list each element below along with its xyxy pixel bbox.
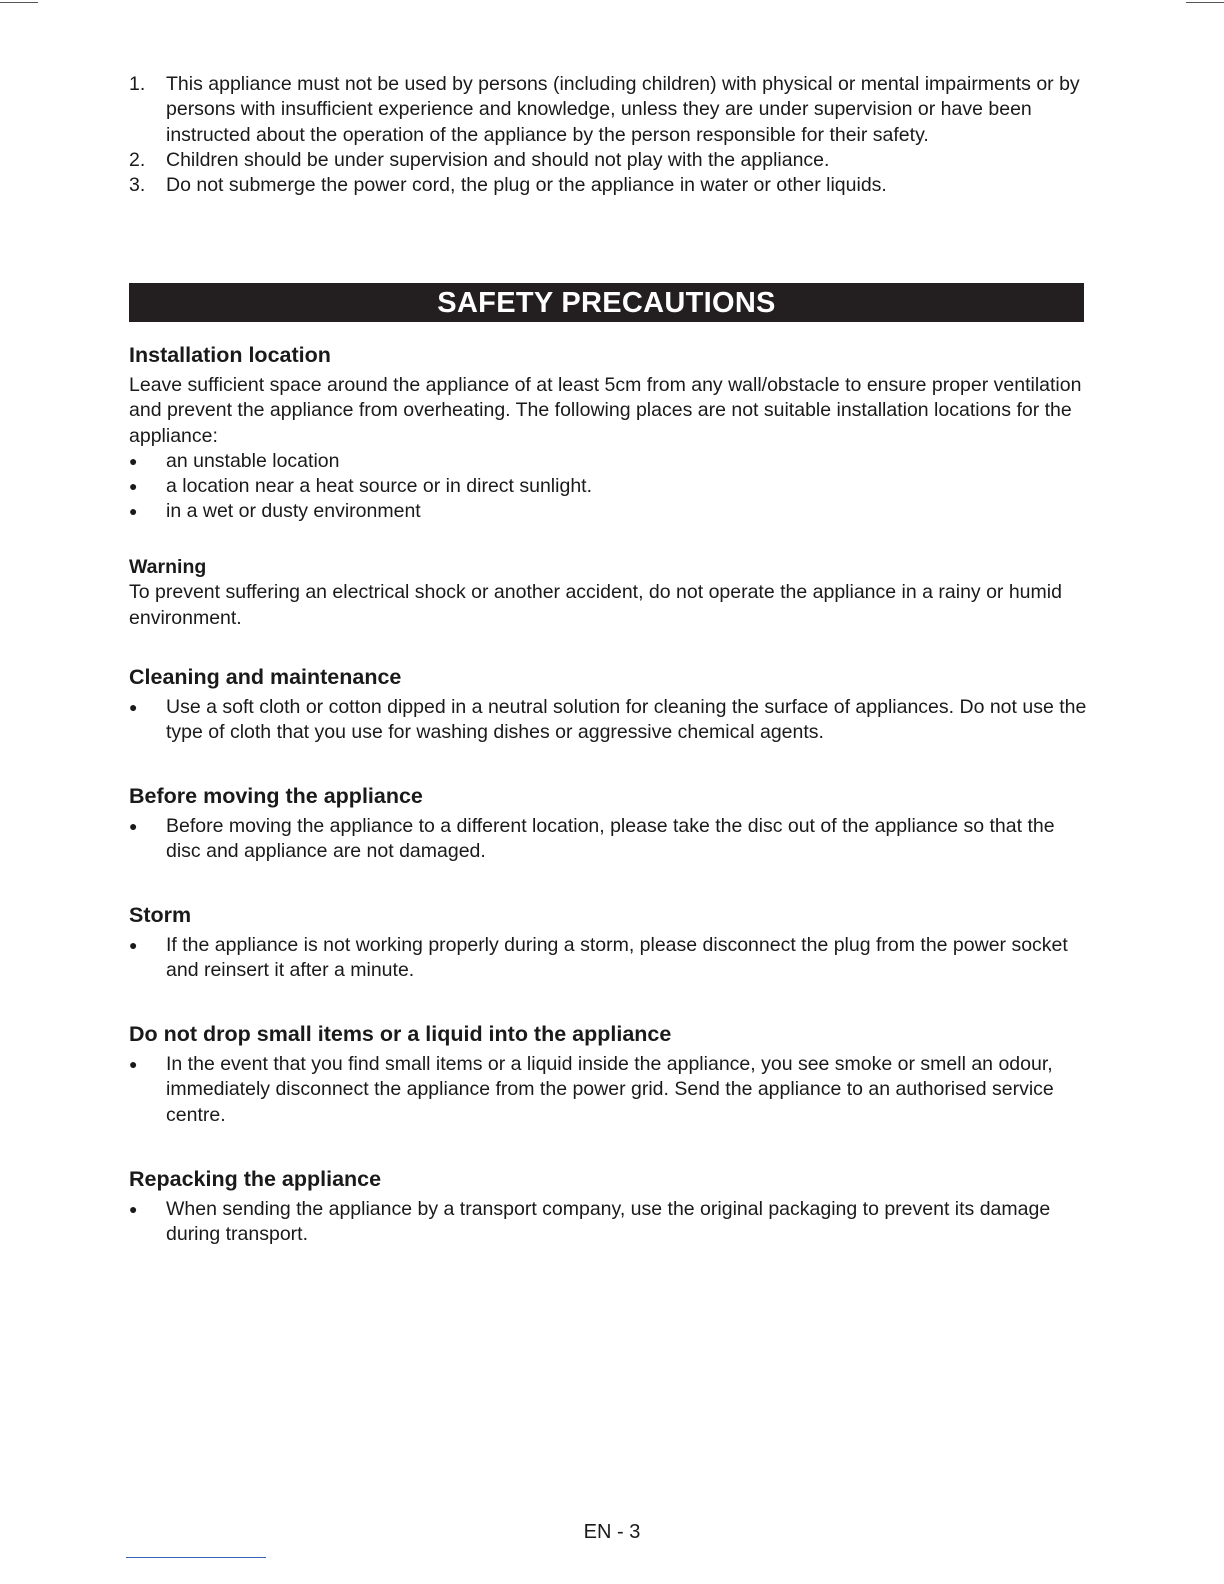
moving-bullet-list xyxy=(129,814,1089,865)
bullet-icon: ● xyxy=(129,503,138,520)
cleaning-section xyxy=(129,664,1089,746)
list-item xyxy=(129,499,1089,524)
footer-rule xyxy=(126,1557,266,1558)
drop-section xyxy=(129,1021,1089,1128)
bullet-icon: ● xyxy=(129,937,138,953)
installation-paragraph: Leave sufficient space around the appliance of at least 5cm from any wall/obstacle to ensure proper ventilation and prevent the appliance from overheating. The following places are not suitable installation locations for the appliance: xyxy=(129,374,1082,447)
list-item xyxy=(129,148,1089,173)
bullet-icon: ● xyxy=(129,1056,138,1072)
storm-section xyxy=(129,902,1089,984)
list-item xyxy=(129,474,1089,499)
storm-bullet-list xyxy=(129,933,1089,984)
bullet-text: Use a soft cloth or cotton dipped in a neutral solution for cleaning the surface of appliances. Do not use the type of cloth that you use for washing dishes or aggressive chemical agents. xyxy=(166,696,1087,744)
list-item xyxy=(129,814,1089,865)
cleaning-bullet-list xyxy=(129,695,1089,746)
bullet-text: an unstable location xyxy=(166,449,340,472)
bullet-text: If the appliance is not working properly during a storm, please disconnect the plug from the power socket and reinsert it after a minute. xyxy=(166,934,1068,982)
bullet-icon: ● xyxy=(129,1201,138,1217)
list-item xyxy=(129,695,1089,746)
bullet-text: in a wet or dusty environment xyxy=(166,500,421,523)
list-item xyxy=(129,933,1089,984)
bullet-icon: ● xyxy=(129,699,138,715)
drop-bullet-list xyxy=(129,1052,1089,1128)
list-item-number: 2. xyxy=(129,148,146,171)
repacking-section xyxy=(129,1166,1089,1248)
list-item-text: This appliance must not be used by persons (including children) with physical or mental impairments or by persons with insufficient experience and knowledge, unless they are under supervision or have been instructed about the operation of the appliance by the person responsible for their safety. xyxy=(166,73,1080,146)
bullet-text: a location near a heat source or in direct sunlight. xyxy=(166,475,593,498)
bullet-text: In the event that you find small items or a liquid inside the appliance, you see smoke or smell an odour, immediately disconnect the appliance from the power grid. Send the appliance to an authorised service centre. xyxy=(166,1053,1054,1126)
cleaning-heading: Cleaning and maintenance xyxy=(129,665,402,689)
list-item xyxy=(129,72,1089,148)
warning-block xyxy=(129,555,1089,631)
list-item-text: Children should be under supervision and should not play with the appliance. xyxy=(166,148,830,171)
intro-numbered-list xyxy=(129,72,1089,198)
warning-text: To prevent suffering an electrical shock or another accident, do not operate the appliance in a rainy or humid environment. xyxy=(129,581,1062,629)
bullet-icon: ● xyxy=(129,478,138,495)
installation-section xyxy=(129,342,1089,525)
drop-heading: Do not drop small items or a liquid into the appliance xyxy=(129,1022,672,1046)
crop-mark-left xyxy=(0,2,38,3)
repacking-bullet-list xyxy=(129,1197,1089,1248)
bullet-icon: ● xyxy=(129,452,138,469)
bullet-text: When sending the appliance by a transport company, use the original packaging to prevent its damage during transport. xyxy=(166,1198,1051,1246)
page-number: EN - 3 xyxy=(583,1521,641,1543)
crop-mark-right xyxy=(1186,2,1224,3)
installation-bullet-list xyxy=(129,449,1089,525)
repacking-heading: Repacking the appliance xyxy=(129,1167,382,1191)
safety-precautions-banner: SAFETY PRECAUTIONS xyxy=(129,283,1084,322)
list-item-number: 3. xyxy=(129,174,146,197)
storm-heading: Storm xyxy=(129,903,192,927)
list-item xyxy=(129,449,1089,474)
bullet-text: Before moving the appliance to a different location, please take the disc out of the appliance so that the disc and appliance are not damaged. xyxy=(166,815,1055,863)
moving-section xyxy=(129,783,1089,865)
warning-heading: Warning xyxy=(129,556,207,578)
list-item-text: Do not submerge the power cord, the plug or the appliance in water or other liquids. xyxy=(166,174,887,197)
list-item-number: 1. xyxy=(129,73,146,95)
bullet-icon: ● xyxy=(129,818,138,834)
list-item xyxy=(129,1052,1089,1128)
moving-heading: Before moving the appliance xyxy=(129,784,423,808)
list-item xyxy=(129,1197,1089,1248)
installation-heading: Installation location xyxy=(129,343,331,367)
list-item xyxy=(129,173,1089,198)
